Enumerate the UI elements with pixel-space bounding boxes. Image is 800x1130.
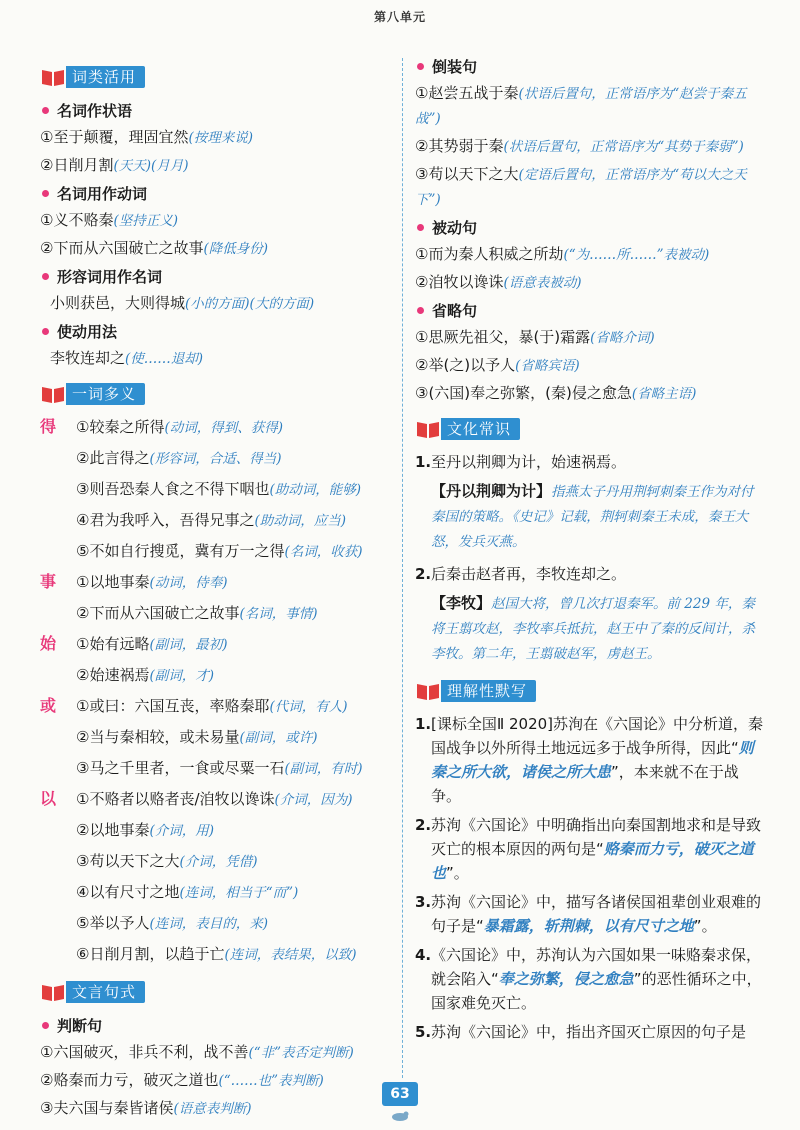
key-character: 或 [40,696,57,715]
term-explanation: 【丹以荆卿为计】指燕太子丹用荆轲刺秦王作为对付秦国的策略。《史记》记载，荆轲刺秦王未成，秦王大怒，发兵灭燕。 [431,482,754,550]
example-line: ⑤不如自行搜觅，冀有万一之得(名词，收获) [76,542,363,560]
section-title-label: 一词多义 [66,383,145,405]
section-title-word-class [40,66,395,88]
subheading: 被动句 [415,215,765,239]
example-line: ③夫六国与秦皆诸侯(语意表判断) [40,1099,252,1117]
bird-logo-icon [388,1108,412,1122]
left-column [40,62,395,1124]
dictation-question: 1. [课标全国Ⅱ 2020]苏洵在《六国论》中分析道，秦国战争以外所得土地远远多于战争所得，因此“则秦之所大欲，诸侯之所大患”，本来就不在于战争。 [415,715,764,805]
subheading: 省略句 [415,298,765,322]
example-line: ①六国破灭，非兵不利，战不善(“非”表否定判断) [40,1043,354,1061]
bullet-dot-icon [42,273,49,280]
example-line: ③(六国)奉之弥繁，(秦)侵之愈急(省略主语) [415,384,697,402]
polysemy-group [40,570,395,632]
example-line: ①或曰：六国互丧，率赂秦耶(代词，有人) [76,697,348,715]
dictation-question: 4. 《六国论》中，苏洵认为六国如果一味赂秦求保，就会陷入“奉之弥繁，侵之愈急”的恶性循环之中，国家难免灭亡。 [415,946,762,1012]
bullet-dot-icon [42,190,49,197]
bullet-dot-icon [42,107,49,114]
subheading: 名词用作动词 [40,181,395,205]
example-line: ①至于颠覆，理固宜然(按理来说) [40,128,253,146]
dictation-question: 5. 苏洵《六国论》中，指出齐国灭亡原因的句子是 [415,1023,747,1041]
example-line: ①思厥先祖父，暴(于)霜露(省略介词) [415,328,655,346]
open-book-icon [415,681,441,701]
open-book-icon [40,67,66,87]
example-line: ③苟以天下之大(介词，凭借) [76,852,258,870]
example-line: ②下而从六国破亡之故事(降低身份) [40,239,268,257]
example-line: ②赂秦而力亏，破灭之道也(“……也”表判断) [40,1071,324,1089]
section-title-label: 文化常识 [441,418,520,440]
section-title-polysemy [40,383,395,405]
example-line: ②日削月割(天天)(月月) [40,156,189,174]
bullet-dot-icon [417,224,424,231]
culture-item: 1. 至丹以荆卿为计，始速祸焉。 [415,453,627,471]
unit-header: 第八单元 [373,10,426,24]
example-line: ③苟以天下之大(定语后置句，正常语序为“苟以大之天下”) [415,165,747,208]
section-title-sentence-patterns [40,981,395,1003]
subheading: 判断句 [40,1013,395,1037]
column-divider [402,58,403,1078]
section-title-dictation [415,680,765,702]
key-character: 以 [40,789,57,808]
example-line: ①以地事秦(动词，侍奉) [76,573,228,591]
section-title-label: 理解性默写 [441,680,536,702]
key-character: 得 [40,417,57,436]
example-line: ①赵尝五战于秦(状语后置句，正常语序为“赵尝于秦五战”) [415,84,747,127]
bullet-dot-icon [42,328,49,335]
example-line: ④君为我呼入，吾得兄事之(助动词，应当) [76,511,346,529]
bullet-dot-icon [417,63,424,70]
dictation-question: 3. 苏洵《六国论》中，描写各诸侯国祖辈创业艰难的句子是“暴霜露，斩荆棘，以有尺寸之地”。 [415,893,762,935]
example-line: ②洎牧以谗诛(语意表被动) [415,273,582,291]
polysemy-group [40,694,395,787]
polysemy-group [40,632,395,694]
subheading: 倒装句 [415,54,765,78]
term-explanation: 【李牧】赵国大将，曾几次打退秦军。前 229 年，秦将王翦攻赵，李牧率兵抵抗，赵王中了秦的反间计，杀李牧。第二年，王翦破赵军，虏赵王。 [431,594,755,662]
example-line: ①较秦之所得(动词，得到、获得) [76,418,283,436]
example-line: ②此言得之(形容词，合适、得当) [76,449,282,467]
example-line: ①不赂者以赂者丧/洎牧以谗诛(介词，因为) [76,790,353,808]
subheading: 形容词用作名词 [40,264,395,288]
polysemy-group [40,415,395,570]
dictation-question: 2. 苏洵《六国论》中明确指出向秦国割地求和是导致灭亡的根本原因的两句是“赂秦而力亏，破灭之道也”。 [415,816,762,882]
example-line: ②当与秦相较，或未易量(副词，或许) [76,728,318,746]
example-line: ③则吾恐秦人食之不得下咽也(助动词，能够) [76,480,361,498]
section-title-culture [415,418,765,440]
example-line: ②其势弱于秦(状语后置句，正常语序为“其势于秦弱”) [415,137,744,155]
open-book-icon [40,982,66,1002]
example-line: ②下而从六国破亡之故事(名词，事情) [76,604,318,622]
example-line: ③马之千里者，一食或尽粟一石(副词，有时) [76,759,363,777]
key-character: 始 [40,634,57,653]
section-title-label: 文言句式 [66,981,145,1003]
example-line: ①义不赂秦(坚持正义) [40,211,178,229]
example-line: ①始有远略(副词，最初) [76,635,228,653]
bullet-dot-icon [42,1022,49,1029]
example-line: ⑤举以予人(连词，表目的，来) [76,914,268,932]
example-line: 李牧连却之(使……退却) [50,349,204,367]
subheading: 名词作状语 [40,98,395,122]
right-column [415,52,765,1049]
example-line: ②以地事秦(介词，用) [76,821,214,839]
example-line: ⑥日削月割，以趋于亡(连词，表结果，以致) [76,945,357,963]
example-line: ②举(之)以予人(省略宾语) [415,356,580,374]
open-book-icon [415,419,441,439]
example-line: 小则获邑，大则得城(小的方面)(大的方面) [50,294,315,312]
section-title-label: 词类活用 [66,66,145,88]
example-line: ④以有尺寸之地(连词，相当于“而”) [76,883,299,901]
bullet-dot-icon [417,307,424,314]
culture-item: 2. 后秦击赵者再，李牧连却之。 [415,565,627,583]
polysemy-group [40,787,395,977]
open-book-icon [40,384,66,404]
subheading: 使动用法 [40,319,395,343]
key-character: 事 [40,572,57,591]
page-number: 63 [382,1082,418,1106]
example-line: ①而为秦人积威之所劫(“为……所……”表被动) [415,245,710,263]
example-line: ②始速祸焉(副词，才) [76,666,214,684]
